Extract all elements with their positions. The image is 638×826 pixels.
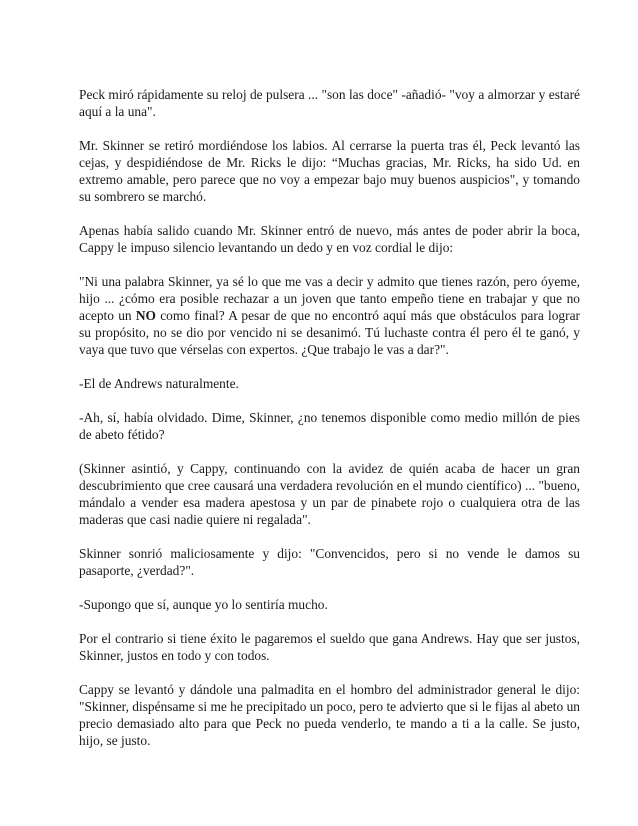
paragraph-4-text-after: como final? A pesar de que no encontró aquí más que obstáculos para lograr su propósito, no se dio por vencido ni se desanimó. Tú luchaste contra él pero él te ganó, y vaya que tuvo que vérselas con expertos. ¿Que trabajo le vas a dar?". bbox=[79, 308, 580, 357]
paragraph-10: Por el contrario si tiene éxito le pagaremos el sueldo que gana Andrews. Hay que ser justos, Skinner, justos en todo y con todos. bbox=[79, 631, 580, 663]
paragraph-1: Peck miró rápidamente su reloj de pulsera ... "son las doce" -añadió- "voy a almorzar y estaré aquí a la una". bbox=[79, 87, 580, 119]
document-page bbox=[79, 86, 580, 749]
paragraph-8: Skinner sonrió maliciosamente y dijo: "Convencidos, pero si no vende le damos su pasaporte, ¿verdad?". bbox=[79, 546, 580, 578]
paragraph-6: -Ah, sí, había olvidado. Dime, Skinner, ¿no tenemos disponible como medio millón de pies de abeto fétido? bbox=[79, 410, 580, 442]
paragraph-2: Mr. Skinner se retiró mordiéndose los labios. Al cerrarse la puerta tras él, Peck levantó las cejas, y despidiéndose de Mr. Ricks le dijo: “Muchas gracias, Mr. Ricks, ha sido Ud. en extremo amable, pero parece que no voy a empezar bajo muy buenos auspicios", y tomando su sombrero se marchó. bbox=[79, 138, 580, 204]
paragraph-5: -El de Andrews naturalmente. bbox=[79, 376, 239, 391]
paragraph-7: (Skinner asintió, y Cappy, continuando con la avidez de quién acaba de hacer un gran descubrimiento que cree causará una verdadera revolución en el mundo científico) ... "bueno, mándalo a vender esa madera apestosa y un par de pinabete rojo o cualquiera otra de las maderas que casi nadie quiere ni regalada". bbox=[79, 461, 580, 527]
paragraph-11: Cappy se levantó y dándole una palmadita en el hombro del administrador general le dijo: "Skinner, dispénsame si me he precipitado un poco, pero te advierto que si le fijas al abeto un precio demasiado alto para que Peck no pueda venderlo, te mando a ti a la calle. Se justo, hijo, se justo. bbox=[79, 682, 580, 748]
paragraph-4 bbox=[79, 273, 580, 358]
paragraph-4-text-before: "Ni una palabra Skinner, ya sé lo que me vas a decir y admito que tienes razón, pero óyeme, hijo ... ¿cómo era posible rechazar a un joven que tanto empeño tiene en trabajar y que no acepto un bbox=[79, 274, 580, 323]
paragraph-4-bold-no: NO bbox=[135, 308, 156, 323]
paragraph-3: Apenas había salido cuando Mr. Skinner entró de nuevo, más antes de poder abrir la boca, Cappy le impuso silencio levantando un dedo y en voz cordial le dijo: bbox=[79, 223, 580, 255]
paragraph-9: -Supongo que sí, aunque yo lo sentiría mucho. bbox=[79, 597, 328, 612]
